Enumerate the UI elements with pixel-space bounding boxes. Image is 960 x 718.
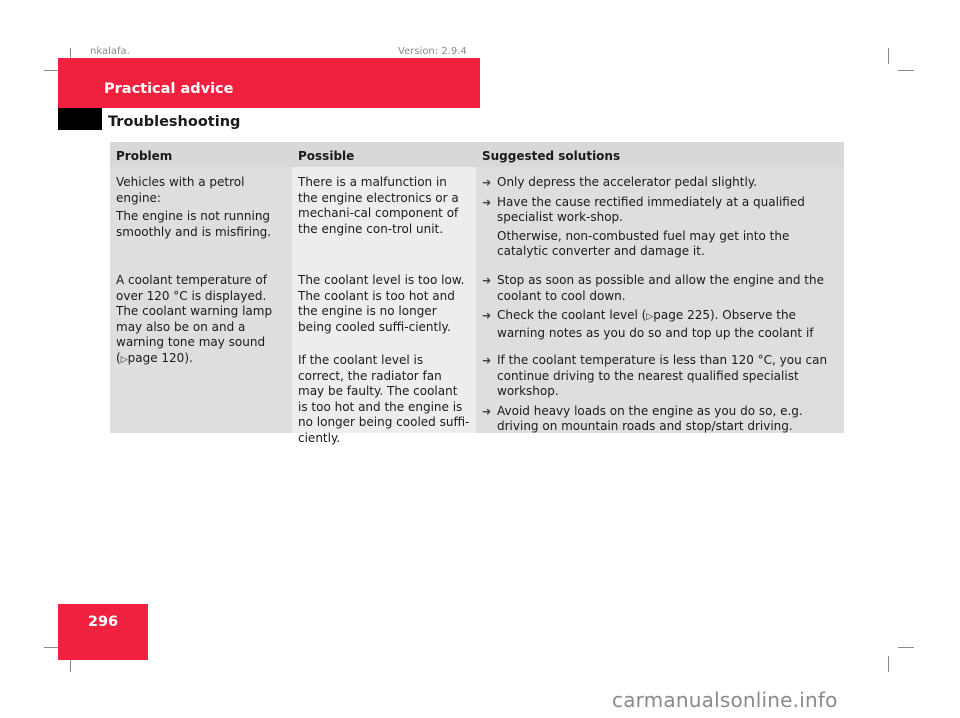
watermark: carmanualsonline.info <box>612 688 838 712</box>
cause-text: The coolant level is too low. The coolant is too hot and the engine is no longer being cooled suffi-ciently. <box>298 273 465 334</box>
solution-text: Check the coolant level (▷page 225). Observe the warning notes as you do so and top up the coolant if <box>497 308 814 340</box>
problem-cell <box>110 265 292 433</box>
solution-text: Avoid heavy loads on the engine as you do so, e.g. driving on mountain roads and stop/start driving. <box>497 403 803 433</box>
problem-text: The engine is not running smoothly and is misfiring. <box>116 209 272 239</box>
page-reference[interactable]: page 225 <box>653 308 710 322</box>
crop-mark <box>898 647 914 648</box>
arrow-right-icon: ➜ <box>482 274 492 287</box>
solution-text: Only depress the accelerator pedal slightly. <box>497 175 758 189</box>
subsection-title: Troubleshooting <box>108 114 241 130</box>
cause-cell <box>292 345 476 445</box>
page-number-box <box>58 604 148 660</box>
solution-text: If the coolant temperature is less than 120 °C, you can continue driving to the nearest qualified specialist workshop. <box>497 353 828 398</box>
solution-step <box>482 195 838 260</box>
solutions-cell <box>476 167 844 265</box>
crop-mark <box>888 48 889 64</box>
column-header-solutions: Suggested solutions <box>476 142 844 167</box>
problem-text: A coolant temperature of over 120 °C is displayed. The coolant warning lamp may also be on and a warning tone may sound (▷page 120). <box>116 273 273 365</box>
cause-cell <box>292 265 476 345</box>
arrow-right-icon: ➜ <box>482 354 492 367</box>
solution-step <box>482 404 838 435</box>
solution-step <box>482 353 838 400</box>
crop-mark <box>898 70 914 71</box>
header-author: nkalafa, <box>90 46 130 54</box>
cause-text: If the coolant level is correct, the radiator fan may be faulty. The coolant is too hot and the engine is no longer being cooled suffi-ciently. <box>298 353 470 445</box>
triangle-right-icon: ▷ <box>646 312 654 322</box>
header-version: Version: 2.9.4 <box>398 46 467 54</box>
arrow-right-icon: ➜ <box>482 176 492 189</box>
solution-continuation: Otherwise, non-combusted fuel may get into the catalytic converter and damage it. <box>497 228 790 258</box>
solutions-cell <box>476 265 844 345</box>
subsection-marker <box>58 108 102 130</box>
triangle-right-icon: ▷ <box>120 354 128 365</box>
arrow-right-icon: ➜ <box>482 195 492 209</box>
solution-text: Stop as soon as possible and allow the engine and the coolant to cool down. <box>497 273 824 303</box>
page-number: 296 <box>87 614 119 630</box>
solution-step <box>482 175 838 191</box>
crop-mark <box>888 656 889 672</box>
column-header-cause: Possible <box>292 142 476 167</box>
column-header-problem: Problem <box>110 142 292 167</box>
arrow-right-icon: ➜ <box>482 309 492 322</box>
solution-text: Have the cause rectified immediately at a qualified specialist work-shop. <box>497 194 805 224</box>
cause-text: There is a malfunction in the engine electronics or a mechani-cal component of the engine con-trol unit. <box>298 175 459 236</box>
solution-step <box>482 273 838 304</box>
arrow-right-icon: ➜ <box>482 404 492 418</box>
solutions-cell <box>476 345 844 433</box>
page-reference[interactable]: page 120 <box>127 350 185 365</box>
section-title: Practical advice <box>104 81 234 97</box>
cause-cell <box>292 167 476 265</box>
problem-text: Vehicles with a petrol engine: <box>116 175 245 205</box>
problem-cell <box>110 167 292 265</box>
